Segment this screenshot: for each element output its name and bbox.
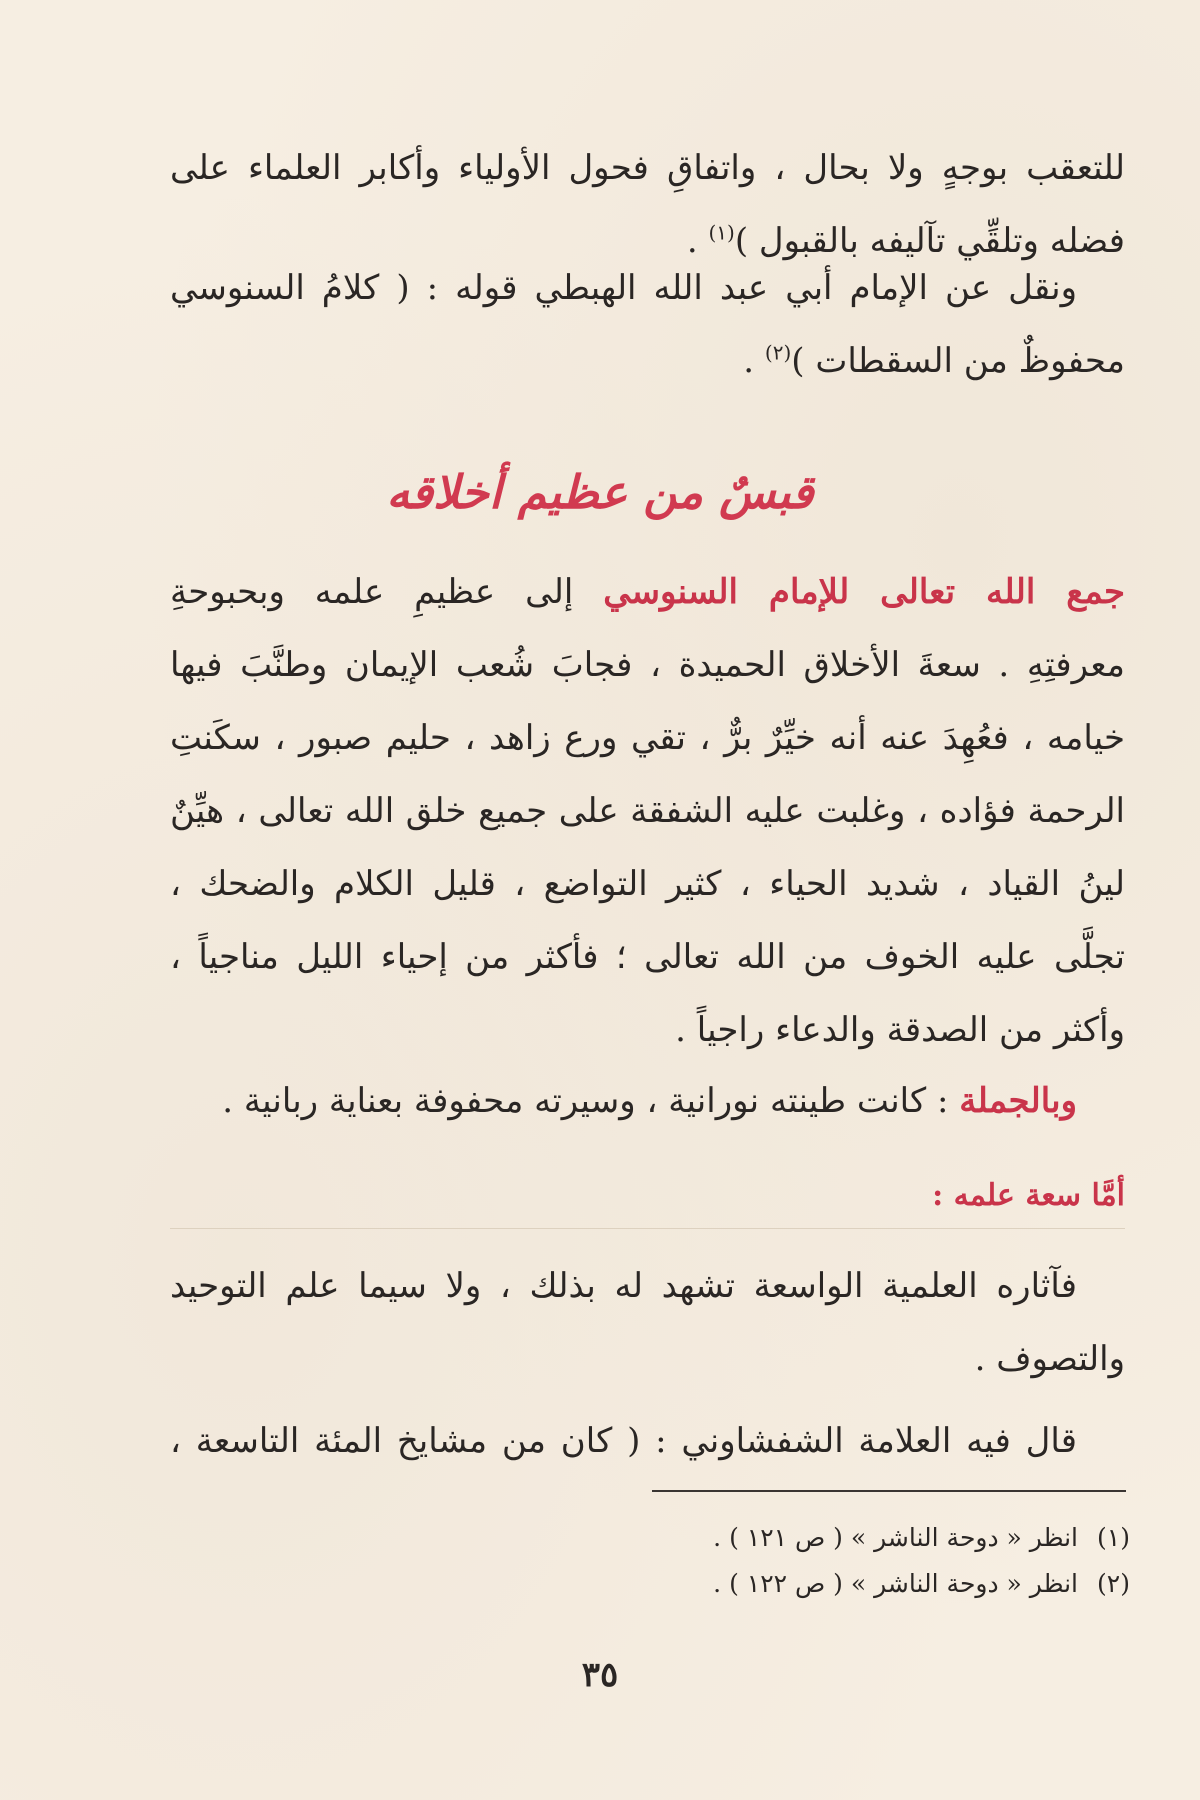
paragraph-3-line-3: خيامه ، فعُهِدَ عنه أنه خيِّرٌ برٌّ ، تقي ورع زاهد ، حليم صبور ، سكَنتِ: [170, 718, 1125, 758]
footnotes: [713, 1515, 1130, 1607]
footnote-number: (١): [1097, 1523, 1130, 1552]
paragraph-3-line-6: تجلَّى عليه الخوف من الله تعالى ؛ فأكثر من إحياء الليل مناجياً ،: [170, 937, 1125, 977]
paragraph-3-line-1-rest: إلى عظيمِ علمه وبحبوحةِ: [170, 572, 604, 612]
highlighted-word: وبالجملة: [959, 1081, 1077, 1121]
paragraph-3-line-5: لينُ القياد ، شديد الحياء ، كثير التواضع ، قليل الكلام والضحك ،: [170, 864, 1125, 904]
divider: [170, 1228, 1125, 1229]
highlighted-name: جمع الله تعالى للإمام السنوسي: [603, 572, 1125, 612]
subheading: أمَّا سعة علمه :: [932, 1178, 1125, 1213]
section-heading: قبسٌ من عظيم أخلاقه: [386, 465, 814, 519]
paragraph-3-line-1: [170, 556, 1125, 629]
paragraph-5-line-1: فآثاره العلمية الواسعة تشهد له بذلك ، ولا سيما علم التوحيد: [170, 1266, 1077, 1306]
page-number: ٣٥: [581, 1655, 619, 1695]
paragraph-5: [170, 1250, 1125, 1396]
paragraph-6: [170, 1405, 1125, 1478]
footnote-2: [713, 1561, 1130, 1607]
footnote-text: انظر « دوحة الناشر » ( ص ١٢١ ) .: [713, 1523, 1078, 1552]
paragraph-2-line-2: [170, 325, 1125, 398]
footnote-divider: [652, 1490, 1126, 1492]
footnote-ref-2[interactable]: (٢): [764, 340, 792, 365]
paragraph-4: [170, 1065, 1125, 1138]
paragraph-6-line-1: قال فيه العلامة الشفشاوني : ( كان من مشايخ المئة التاسعة ،: [170, 1421, 1077, 1461]
paragraph-4-rest: : كانت طينته نورانية ، وسيرته محفوفة بعناية ربانية .: [222, 1081, 960, 1121]
footnote-text: انظر « دوحة الناشر » ( ص ١٢٢ ) .: [713, 1569, 1078, 1598]
paragraph-4-line-1: [170, 1065, 1077, 1138]
paragraph-3: [170, 556, 1125, 1067]
paragraph-3-line-7: وأكثر من الصدقة والدعاء راجياً .: [675, 1010, 1125, 1050]
paragraph-5-line-2: والتصوف .: [974, 1339, 1125, 1379]
paragraph-3-line-2: معرفتِهِ . سعةَ الأخلاق الحميدة ، فجابَ شُعب الإيمان وطنَّبَ فيها: [170, 645, 1125, 685]
paragraph-1-line-2-end: .: [686, 221, 709, 261]
paragraph-2-line-2-text: محفوظٌ من السقطات ): [791, 341, 1125, 381]
paragraph-1-line-1: للتعقب بوجهٍ ولا بحال ، واتفاقِ فحول الأولياء وأكابر العلماء على: [170, 148, 1126, 188]
paragraph-2-line-2-end: .: [743, 341, 765, 381]
footnote-1: [713, 1515, 1130, 1561]
paragraph-2: [170, 252, 1125, 398]
paragraph-1-line-2-text: فضله وتلقِّي تآليفه بالقبول ): [734, 221, 1125, 261]
paragraph-3-line-4: الرحمة فؤاده ، وغلبت عليه الشفقة على جميع خلق الله تعالى ، هيِّنٌ: [170, 791, 1125, 831]
footnote-number: (٢): [1097, 1569, 1130, 1598]
paragraph-2-line-1: ونقل عن الإمام أبي عبد الله الهبطي قوله : ( كلامُ السنوسي: [170, 268, 1077, 308]
footnote-ref-1[interactable]: (١): [708, 220, 735, 245]
